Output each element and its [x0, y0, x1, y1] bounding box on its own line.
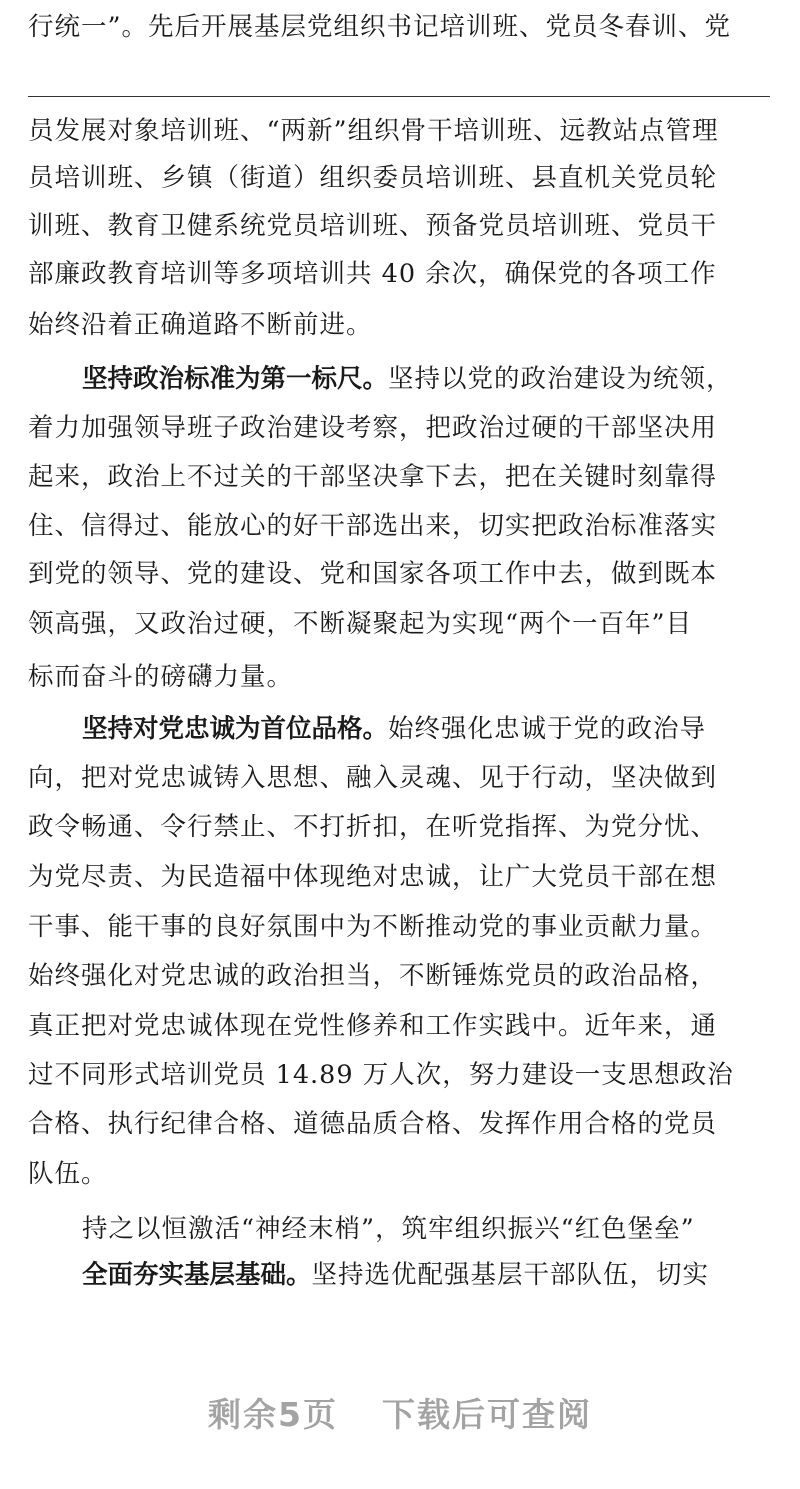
body-line: 标而奋斗的磅礴力量。	[28, 662, 294, 692]
body-line: 干事、能干事的良好氛围中为不断推动党的事业贡献力量。	[28, 912, 718, 942]
body-line: 合格、执行纪律合格、道德品质合格、发挥作用合格的党员	[28, 1109, 718, 1139]
download-hint-label: 下载后可查阅	[381, 1395, 592, 1434]
paragraph-first-line	[82, 706, 778, 752]
paragraph-heading: 坚持政治标准为第一标尺。	[82, 364, 389, 394]
body-line: 始终沿着正确道路不断前进。	[28, 310, 373, 340]
section-subtitle: 持之以恒激活“神经末梢”，筑牢组织振兴“红色堡垒”	[82, 1214, 695, 1244]
body-line: 政令畅通、令行禁止、不打折扣，在听党指挥、为党分忧、	[28, 812, 718, 842]
paragraph-first-line	[82, 356, 778, 402]
body-line: 着力加强领导班子政治建设考察，把政治过硬的干部坚决用	[28, 413, 718, 443]
paragraph-text: 坚持选优配强基层干部队伍，切实	[311, 1260, 710, 1290]
download-prompt[interactable]	[0, 1390, 800, 1440]
body-line: 真正把对党忠诚体现在党性修养和工作实践中。近年来，通	[28, 1011, 718, 1041]
body-line: 领高强，又政治过硬，不断凝聚起为实现“两个一百年”目	[28, 609, 693, 639]
remaining-pages-label: 剩余5页	[208, 1395, 338, 1434]
paragraph-text: 坚持以党的政治建设为统领，	[388, 364, 733, 394]
body-line: 员发展对象培训班、“两新”组织骨干培训班、远教站点管理	[28, 116, 719, 146]
paragraph-first-line	[82, 1252, 778, 1298]
paragraph-text: 始终强化忠诚于党的政治导	[388, 714, 707, 744]
top-text-line: 行统一”。先后开展基层党组织书记培训班、党员冬春训、党	[28, 12, 732, 42]
body-line: 过不同形式培训党员 14.89 万人次，努力建设一支思想政治	[28, 1060, 734, 1090]
page-top-fragment	[28, 4, 778, 46]
paragraph-heading: 全面夯实基层基础。	[82, 1260, 312, 1290]
body-line: 向，把对党忠诚铸入思想、融入灵魂、见于行动，坚决做到	[28, 763, 718, 793]
body-line: 到党的领导、党的建设、党和国家各项工作中去，做到既本	[28, 559, 718, 589]
paragraph-heading: 坚持对党忠诚为首位品格。	[82, 714, 389, 744]
body-line: 训班、教育卫健系统党员培训班、预备党员培训班、党员干	[28, 211, 718, 241]
body-line: 部廉政教育培训等多项培训共 40 余次，确保党的各项工作	[28, 259, 717, 289]
body-line: 起来，政治上不过关的干部坚决拿下去，把在关键时刻靠得	[28, 462, 718, 492]
page-divider	[28, 96, 770, 97]
body-line: 始终强化对党忠诚的政治担当，不断锤炼党员的政治品格，	[28, 961, 718, 991]
body-line: 员培训班、乡镇（街道）组织委员培训班、县直机关党员轮	[28, 163, 718, 193]
body-line: 队伍。	[28, 1159, 108, 1189]
body-line: 住、信得过、能放心的好干部选出来，切实把政治标准落实	[28, 511, 718, 541]
body-line: 为党尽责、为民造福中体现绝对忠诚，让广大党员干部在想	[28, 862, 718, 892]
